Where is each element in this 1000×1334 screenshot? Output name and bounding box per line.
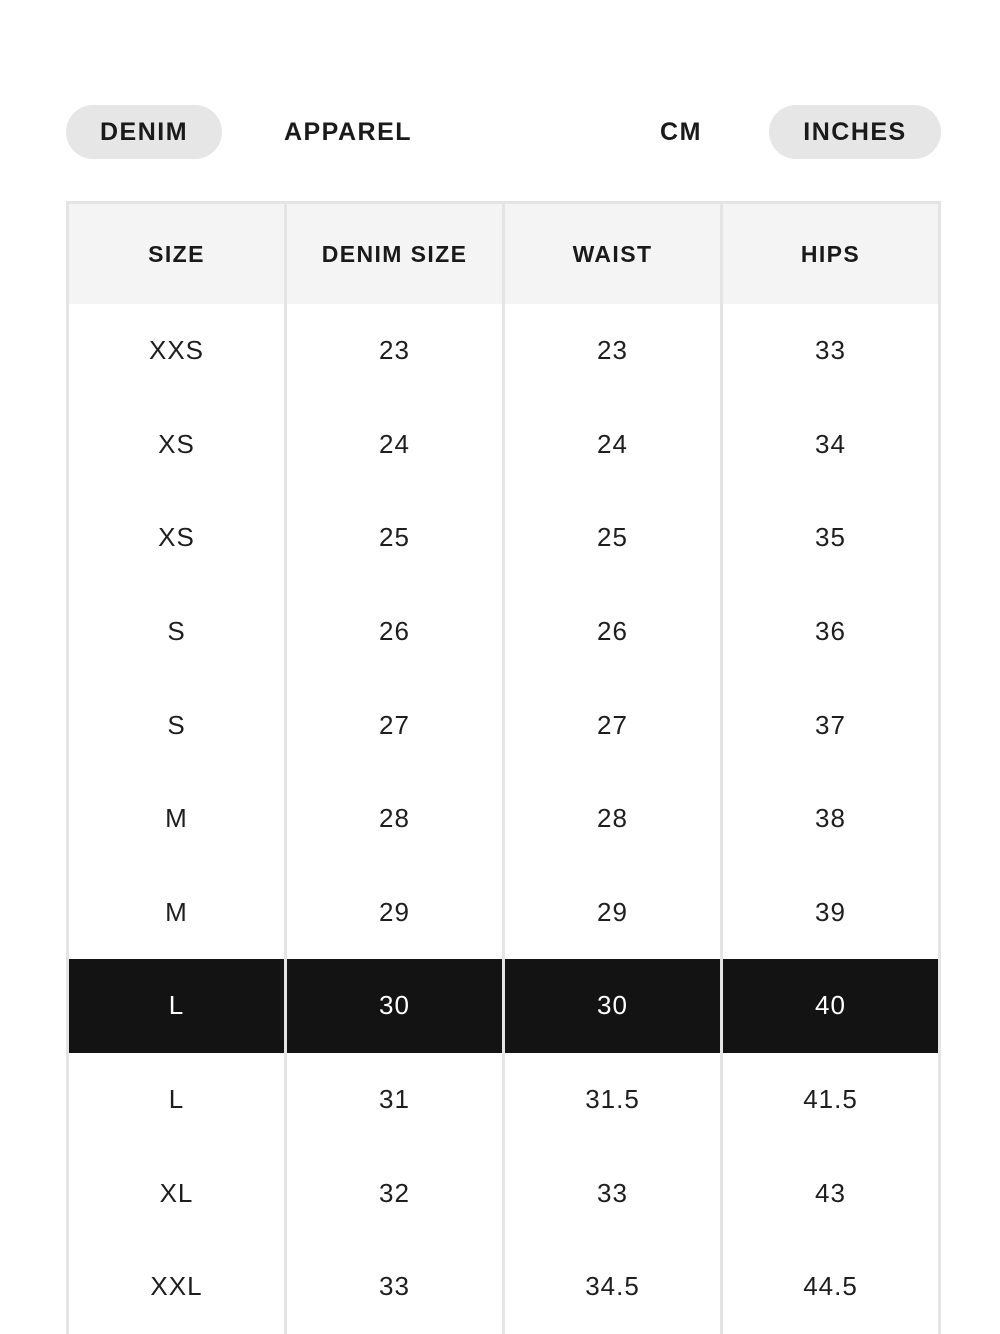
cell-waist: 29: [505, 866, 723, 960]
table-row: [69, 1240, 941, 1334]
cell-waist: 25: [505, 491, 723, 585]
cell-hips: 44.5: [723, 1240, 941, 1334]
column-header-waist: WAIST: [505, 204, 723, 304]
column-header-hips: HIPS: [723, 204, 941, 304]
table-row: [69, 866, 941, 960]
cell-size: XXL: [69, 1240, 287, 1334]
cell-size: M: [69, 772, 287, 866]
cell-denim-size: 32: [287, 1146, 505, 1240]
cell-hips: 33: [723, 304, 941, 398]
size-chart-table: [66, 201, 941, 1334]
column-header-size: SIZE: [69, 204, 287, 304]
cell-hips: 41.5: [723, 1053, 941, 1147]
cell-denim-size: 31: [287, 1053, 505, 1147]
table-row: [69, 772, 941, 866]
cell-hips: 34: [723, 398, 941, 492]
cell-waist: 27: [505, 678, 723, 772]
cell-waist: 26: [505, 585, 723, 679]
tab-apparel[interactable]: APPAREL: [283, 118, 413, 146]
cell-denim-size: 25: [287, 491, 505, 585]
cell-denim-size: 29: [287, 866, 505, 960]
cell-denim-size: 26: [287, 585, 505, 679]
table-row: [69, 304, 941, 398]
table-row: [69, 678, 941, 772]
cell-hips: 36: [723, 585, 941, 679]
cell-denim-size: 30: [287, 959, 505, 1053]
cell-denim-size: 33: [287, 1240, 505, 1334]
cell-denim-size: 24: [287, 398, 505, 492]
table-row-selected: [69, 959, 941, 1053]
cell-denim-size: 23: [287, 304, 505, 398]
tab-denim[interactable]: DENIM: [66, 105, 222, 159]
cell-size: L: [69, 959, 287, 1053]
cell-size: XS: [69, 398, 287, 492]
cell-denim-size: 27: [287, 678, 505, 772]
table-row: [69, 1146, 941, 1240]
cell-hips: 43: [723, 1146, 941, 1240]
cell-waist: 24: [505, 398, 723, 492]
cell-waist: 33: [505, 1146, 723, 1240]
size-guide-tabs: [66, 105, 941, 159]
table-row: [69, 491, 941, 585]
cell-denim-size: 28: [287, 772, 505, 866]
table-row: [69, 398, 941, 492]
unit-toggle-inches[interactable]: INCHES: [769, 105, 941, 159]
table-row: [69, 1053, 941, 1147]
table-row: [69, 585, 941, 679]
unit-toggle-cm[interactable]: CM: [660, 118, 702, 146]
cell-hips: 39: [723, 866, 941, 960]
cell-size: S: [69, 585, 287, 679]
cell-waist: 30: [505, 959, 723, 1053]
cell-size: M: [69, 866, 287, 960]
cell-hips: 40: [723, 959, 941, 1053]
cell-size: L: [69, 1053, 287, 1147]
cell-waist: 31.5: [505, 1053, 723, 1147]
cell-hips: 38: [723, 772, 941, 866]
cell-waist: 34.5: [505, 1240, 723, 1334]
cell-waist: 28: [505, 772, 723, 866]
cell-size: XL: [69, 1146, 287, 1240]
cell-hips: 35: [723, 491, 941, 585]
table-header-row: [69, 204, 941, 304]
cell-size: XXS: [69, 304, 287, 398]
cell-waist: 23: [505, 304, 723, 398]
cell-size: XS: [69, 491, 287, 585]
cell-hips: 37: [723, 678, 941, 772]
column-header-denim-size: DENIM SIZE: [287, 204, 505, 304]
cell-size: S: [69, 678, 287, 772]
